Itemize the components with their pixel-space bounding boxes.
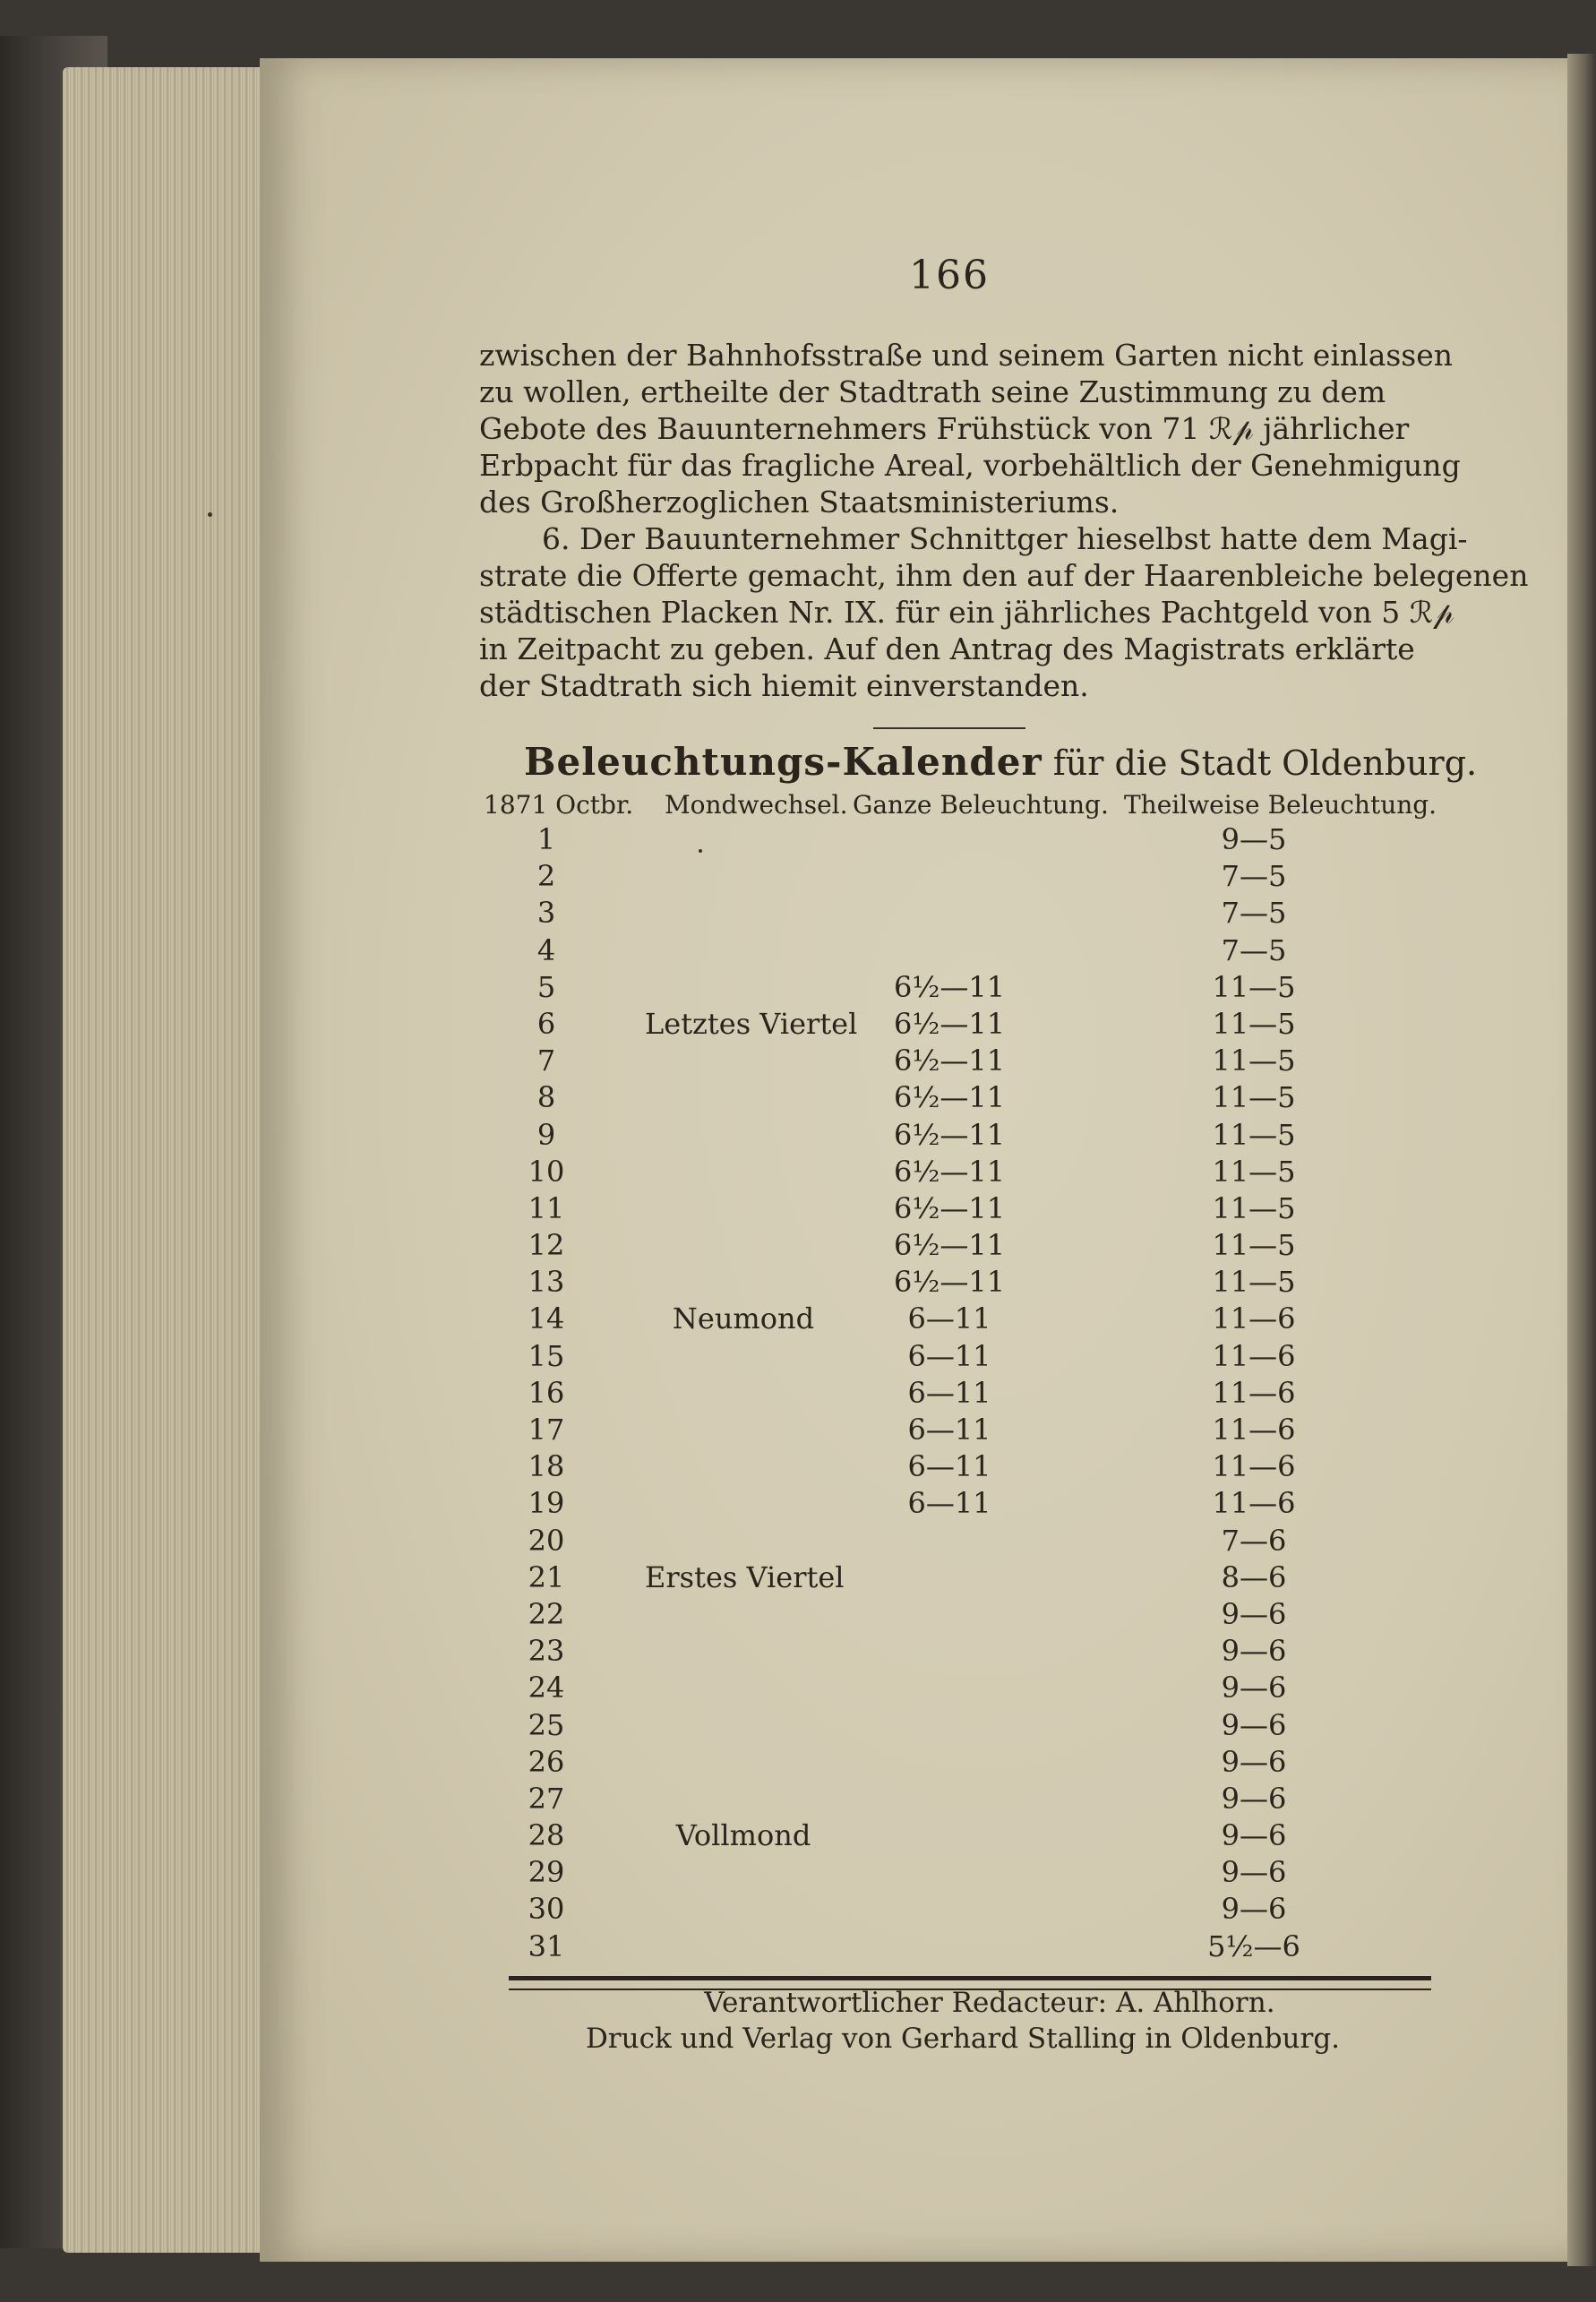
- partial-lighting-cell: 11—5: [1212, 1117, 1296, 1152]
- day-cell: 21: [528, 1559, 565, 1594]
- calendar-row: [484, 1782, 1424, 1818]
- day-cell: 24: [528, 1671, 565, 1705]
- moon-phase-cell: Vollmond: [675, 1818, 811, 1853]
- page-number: 166: [909, 253, 990, 298]
- calendar-row: [484, 1855, 1424, 1892]
- calendar-row: [484, 1413, 1424, 1449]
- full-lighting-cell: 6½—11: [893, 969, 1006, 1004]
- partial-lighting-cell: 7—5: [1221, 896, 1287, 931]
- partial-lighting-cell: 11—5: [1212, 1265, 1296, 1300]
- day-cell: 12: [528, 1228, 565, 1263]
- text-line: des Großherzoglichen Staatsministeriums.: [479, 485, 1120, 520]
- day-cell: 15: [528, 1338, 565, 1373]
- partial-lighting-cell: 11—6: [1212, 1486, 1296, 1521]
- paragraph-1: [479, 337, 1461, 520]
- day-cell: 14: [528, 1301, 565, 1336]
- partial-lighting-cell: 9—6: [1221, 1781, 1287, 1816]
- day-cell: 1: [536, 822, 556, 856]
- partial-lighting-cell: 11—6: [1212, 1301, 1296, 1336]
- calendar-row: [484, 1376, 1424, 1413]
- day-cell: 4: [536, 932, 556, 967]
- full-lighting-cell: 6½—11: [893, 1044, 1006, 1078]
- partial-lighting-cell: 7—6: [1221, 1523, 1287, 1558]
- day-cell: 18: [528, 1449, 565, 1484]
- calendar-row: [484, 1929, 1424, 1966]
- full-lighting-cell: 6—11: [907, 1338, 991, 1373]
- partial-lighting-cell: 11—5: [1212, 1080, 1296, 1115]
- full-lighting-cell: 6½—11: [893, 1080, 1006, 1115]
- day-cell: 28: [528, 1818, 565, 1853]
- section-divider: [873, 727, 1025, 729]
- calendar-row: [484, 1634, 1424, 1671]
- calendar-row: [484, 1044, 1424, 1080]
- calendar-row: [484, 859, 1424, 896]
- partial-lighting-cell: 11—6: [1212, 1375, 1296, 1410]
- moon-phase-cell: Letztes Viertel: [645, 1006, 858, 1041]
- day-cell: 7: [536, 1044, 556, 1078]
- day-cell: 11: [528, 1190, 565, 1225]
- calendar-row: [484, 1892, 1424, 1928]
- calendar-row: [484, 1486, 1424, 1523]
- moon-phase-cell: Neumond: [672, 1301, 815, 1336]
- page-stack-edge: [63, 67, 269, 2253]
- day-cell: 25: [528, 1707, 565, 1742]
- partial-lighting-cell: 11—6: [1212, 1413, 1296, 1447]
- day-cell: 27: [528, 1781, 565, 1816]
- paragraph-2: [479, 520, 1529, 704]
- paper-speck: [699, 849, 702, 853]
- day-cell: 31: [528, 1928, 565, 1963]
- text-line: 6. Der Bauunternehmer Schnittger hieselbst hatte dem Magi-: [542, 521, 1468, 556]
- partial-lighting-cell: 9—6: [1221, 1596, 1287, 1631]
- text-line: Erbpacht für das fragliche Areal, vorbehältlich der Genehmigung: [479, 448, 1461, 483]
- partial-lighting-cell: 5½—6: [1207, 1928, 1300, 1963]
- text-line: zu wollen, ertheilte der Stadtrath seine Zustimmung zu dem: [479, 374, 1386, 409]
- partial-lighting-cell: 9—6: [1221, 1744, 1287, 1779]
- partial-lighting-cell: 11—6: [1212, 1338, 1296, 1373]
- partial-lighting-cell: 11—5: [1212, 1044, 1296, 1078]
- header-moon: Mondwechsel.: [665, 790, 848, 820]
- day-cell: 29: [528, 1855, 565, 1890]
- text-line: städtischen Placken Nr. IX. für ein jährliches Pachtgeld von 5 ℛ𝓅: [479, 595, 1454, 630]
- calendar-row: [484, 1228, 1424, 1265]
- day-cell: 6: [536, 1006, 556, 1041]
- full-lighting-cell: 6½—11: [893, 1154, 1006, 1189]
- calendar-row: [484, 970, 1424, 1007]
- text-line: strate die Offerte gemacht, ihm den auf der Haarenbleiche belegenen: [479, 558, 1529, 593]
- partial-lighting-cell: 7—5: [1221, 932, 1287, 967]
- day-cell: 16: [528, 1375, 565, 1410]
- calendar-title-rest: für die Stadt Oldenburg.: [1052, 743, 1478, 783]
- calendar-row: [484, 1191, 1424, 1228]
- calendar-table: [484, 822, 1424, 1966]
- header-full: Ganze Beleuchtung.: [853, 790, 1109, 820]
- partial-lighting-cell: 9—6: [1221, 1671, 1287, 1705]
- full-lighting-cell: 6—11: [907, 1413, 991, 1447]
- full-lighting-cell: 6½—11: [893, 1228, 1006, 1263]
- calendar-row: [484, 1449, 1424, 1486]
- partial-lighting-cell: 9—6: [1221, 1818, 1287, 1853]
- day-cell: 30: [528, 1892, 565, 1927]
- editor-line: Verantwortlicher Redacteur: A. Ahlhorn.: [704, 1987, 1275, 2019]
- calendar-row: [484, 1560, 1424, 1597]
- calendar-row: [484, 1671, 1424, 1707]
- calendar-row: [484, 822, 1424, 859]
- day-cell: 13: [528, 1265, 565, 1300]
- day-cell: 26: [528, 1744, 565, 1779]
- calendar-row: [484, 896, 1424, 932]
- calendar-row: [484, 1708, 1424, 1745]
- day-cell: 5: [536, 969, 556, 1004]
- full-lighting-cell: 6½—11: [893, 1190, 1006, 1225]
- partial-lighting-cell: 9—6: [1221, 1855, 1287, 1890]
- full-lighting-cell: 6—11: [907, 1449, 991, 1484]
- calendar-row: [484, 1745, 1424, 1782]
- day-cell: 20: [528, 1523, 565, 1558]
- text-line: Gebote des Bauunternehmers Frühstück von 71 ℛ𝓅 jährlicher: [479, 411, 1410, 446]
- day-cell: 9: [536, 1117, 556, 1152]
- text-line: der Stadtrath sich hiemit einverstanden.: [479, 668, 1089, 703]
- partial-lighting-cell: 9—6: [1221, 1634, 1287, 1669]
- calendar-row: [484, 1155, 1424, 1191]
- paper-speck: [208, 512, 212, 517]
- calendar-title-main: Beleuchtungs-Kalender: [524, 740, 1043, 784]
- header-partial: Theilweise Beleuchtung.: [1124, 790, 1437, 820]
- partial-lighting-cell: 11—5: [1212, 969, 1296, 1004]
- partial-lighting-cell: 11—5: [1212, 1228, 1296, 1263]
- text-line: in Zeitpacht zu geben. Auf den Antrag des Magistrats erklärte: [479, 631, 1415, 666]
- moon-phase-cell: Erstes Viertel: [645, 1559, 845, 1594]
- day-cell: 3: [536, 896, 556, 931]
- calendar-row: [484, 1524, 1424, 1560]
- calendar-row: [484, 1301, 1424, 1338]
- day-cell: 8: [536, 1080, 556, 1115]
- day-cell: 17: [528, 1413, 565, 1447]
- calendar-row: [484, 1080, 1424, 1117]
- calendar-row: [484, 1597, 1424, 1634]
- day-cell: 19: [528, 1486, 565, 1521]
- day-cell: 22: [528, 1596, 565, 1631]
- day-cell: 23: [528, 1634, 565, 1669]
- partial-lighting-cell: 7—5: [1221, 859, 1287, 894]
- calendar-row: [484, 1339, 1424, 1376]
- full-lighting-cell: 6—11: [907, 1301, 991, 1336]
- full-lighting-cell: 6½—11: [893, 1265, 1006, 1300]
- partial-lighting-cell: 11—6: [1212, 1449, 1296, 1484]
- partial-lighting-cell: 11—5: [1212, 1154, 1296, 1189]
- full-lighting-cell: 6½—11: [893, 1117, 1006, 1152]
- partial-lighting-cell: 11—5: [1212, 1190, 1296, 1225]
- partial-lighting-cell: 11—5: [1212, 1006, 1296, 1041]
- calendar-row: [484, 1265, 1424, 1301]
- text-line: zwischen der Bahnhofsstraße und seinem Garten nicht einlassen: [479, 338, 1454, 373]
- full-lighting-cell: 6—11: [907, 1486, 991, 1521]
- facing-page-edge: [1567, 54, 1596, 2266]
- calendar-row: [484, 1818, 1424, 1855]
- calendar-row: [484, 933, 1424, 970]
- partial-lighting-cell: 8—6: [1221, 1559, 1287, 1594]
- publisher-line: Druck und Verlag von Gerhard Stalling in Oldenburg.: [585, 2023, 1341, 2055]
- partial-lighting-cell: 9—6: [1221, 1892, 1287, 1927]
- full-lighting-cell: 6½—11: [893, 1006, 1006, 1041]
- full-lighting-cell: 6—11: [907, 1375, 991, 1410]
- partial-lighting-cell: 9—6: [1221, 1707, 1287, 1742]
- header-date: 1871 Octbr.: [484, 790, 634, 820]
- calendar-title: [524, 740, 1478, 784]
- partial-lighting-cell: 9—5: [1221, 822, 1287, 856]
- day-cell: 2: [536, 859, 556, 894]
- calendar-row: [484, 1007, 1424, 1044]
- calendar-row: [484, 1118, 1424, 1155]
- day-cell: 10: [528, 1154, 565, 1189]
